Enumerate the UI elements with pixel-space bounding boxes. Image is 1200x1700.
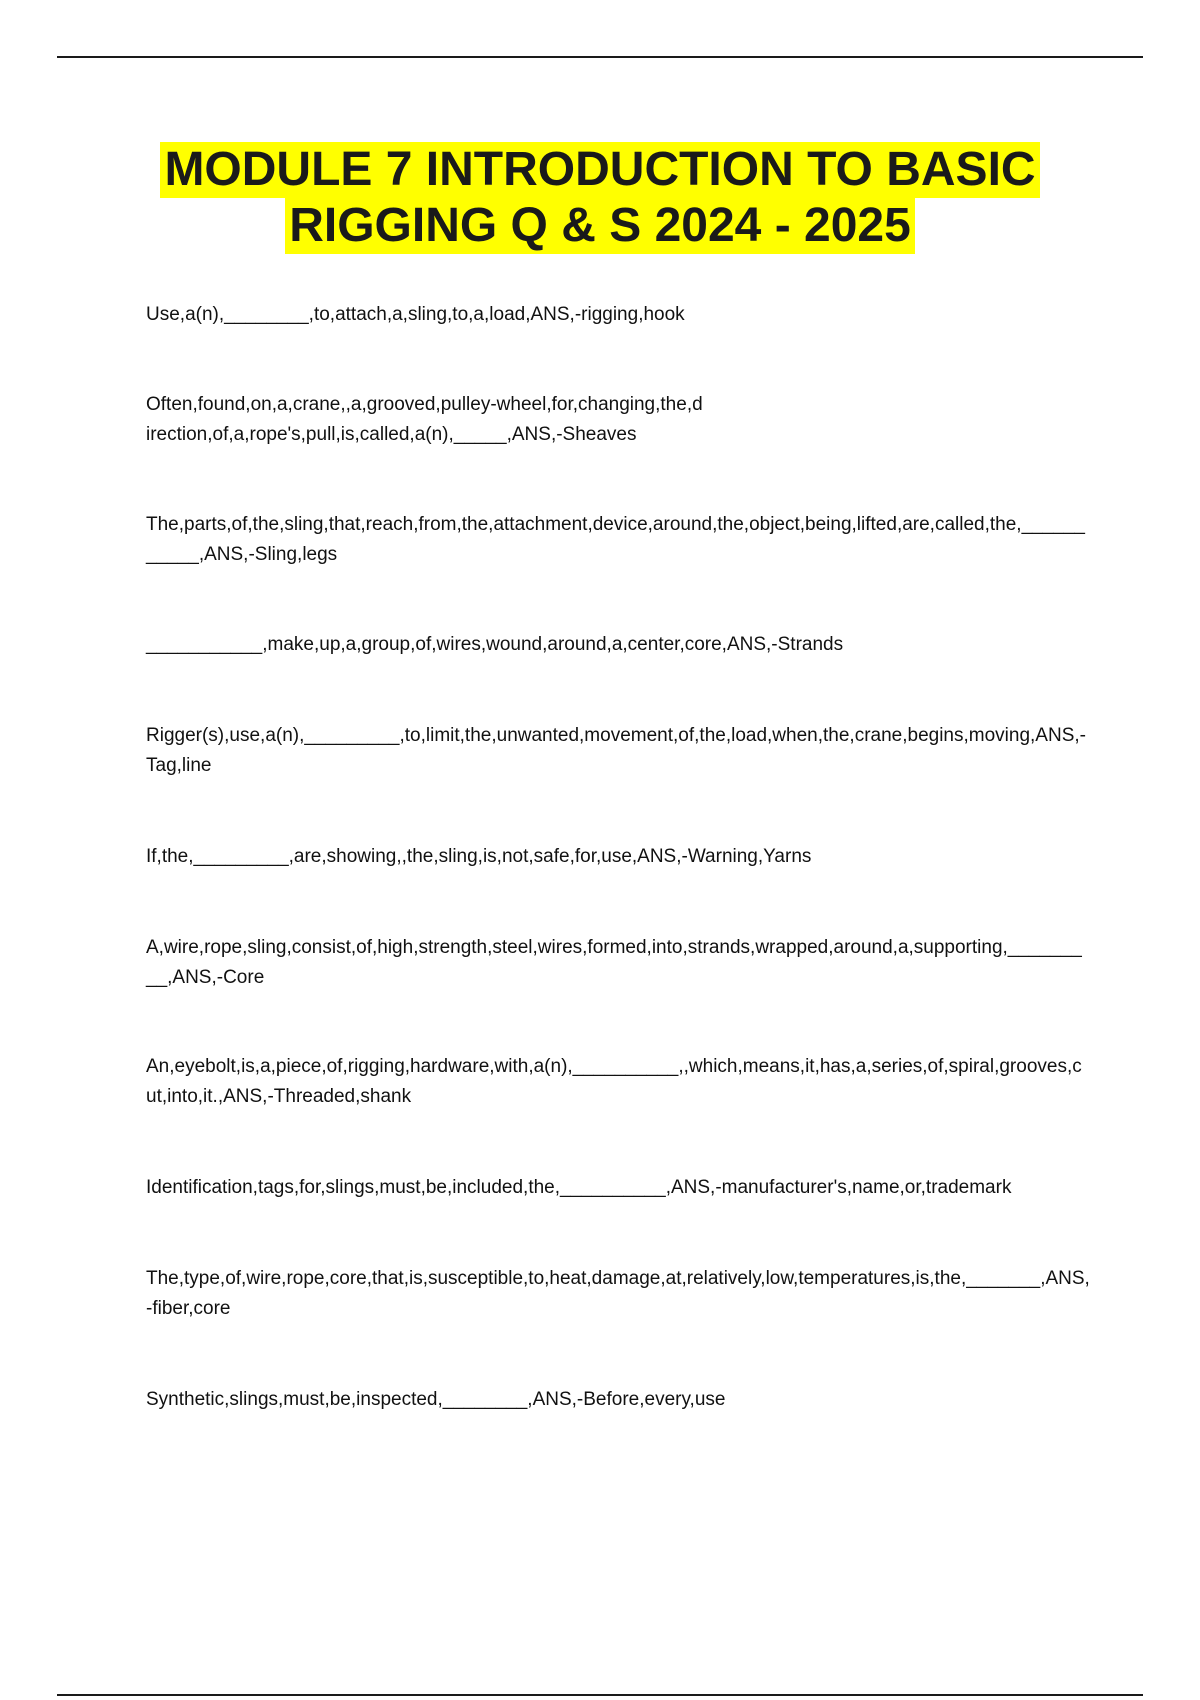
title-line-1: MODULE 7 INTRODUCTION TO BASIC: [160, 142, 1039, 198]
title-line-2: RIGGING Q & S 2024 - 2025: [285, 198, 915, 254]
qa-item: An,eyebolt,is,a,piece,of,rigging,hardware,with,a(n),__________,,which,means,it,has,a,series,of,spiral,grooves,cut,into,it.,ANS,-Threaded,shank: [146, 1056, 1082, 1107]
document-title: [100, 142, 1100, 254]
qa-item: Often,found,on,a,crane,,a,grooved,pulley-wheel,for,changing,the,direction,of,a,rope's,pull,is,called,a(n),_____,ANS,-Sheaves: [146, 394, 703, 445]
top-rule: [57, 56, 1143, 58]
qa-item: Rigger(s),use,a(n),_________,to,limit,the,unwanted,movement,of,the,load,when,the,crane,begins,moving,ANS,-Tag,line: [146, 725, 1086, 776]
qa-item: ___________,make,up,a,group,of,wires,wound,around,a,center,core,ANS,-Strands: [146, 634, 844, 655]
qa-item: If,the,_________,are,showing,,the,sling,is,not,safe,for,use,ANS,-Warning,Yarns: [146, 846, 812, 867]
qa-item: The,type,of,wire,rope,core,that,is,susceptible,to,heat,damage,at,relatively,low,temperatures,is,the,_______,ANS,-fiber,core: [146, 1268, 1090, 1319]
qa-item: Use,a(n),________,to,attach,a,sling,to,a,load,ANS,-rigging,hook: [146, 304, 685, 325]
qa-item: The,parts,of,the,sling,that,reach,from,the,attachment,device,around,the,object,being,lifted,are,called,the,___________,ANS,-Sling,legs: [146, 514, 1085, 565]
qa-item: Identification,tags,for,slings,must,be,included,the,__________,ANS,-manufacturer's,name,or,trademark: [146, 1177, 1012, 1198]
bottom-rule: [57, 1694, 1143, 1696]
qa-item: Synthetic,slings,must,be,inspected,________,ANS,-Before,every,use: [146, 1389, 726, 1410]
qa-item: A,wire,rope,sling,consist,of,high,strength,steel,wires,formed,into,strands,wrapped,around,a,supporting,_________,ANS,-Core: [146, 937, 1082, 988]
